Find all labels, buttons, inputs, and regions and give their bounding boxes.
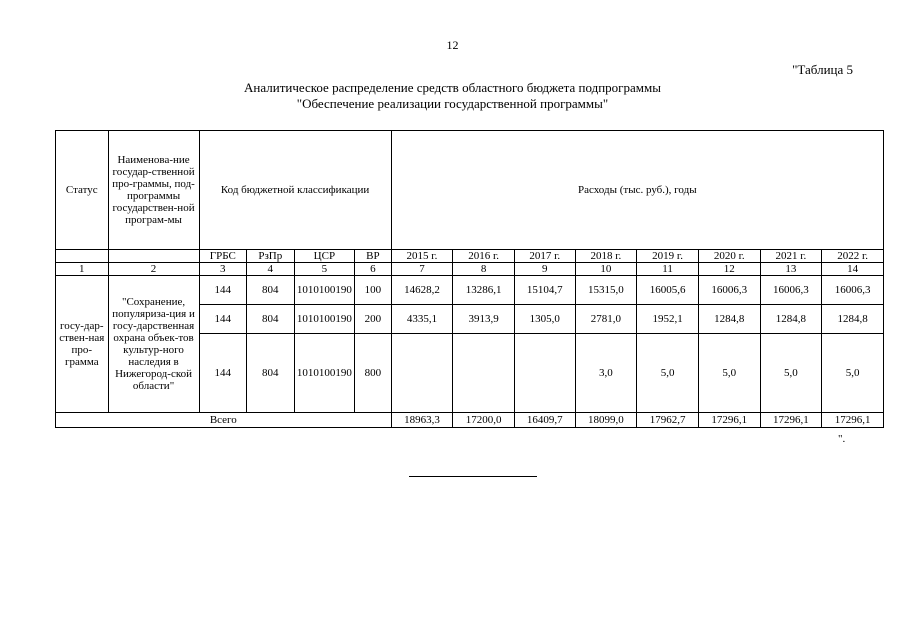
- expense-cell: [391, 334, 453, 413]
- subheader-year: 2015 г.: [391, 250, 453, 263]
- expense-cell: 5,0: [822, 334, 884, 413]
- column-number: 5: [294, 263, 355, 276]
- closing-quote-mark: ".: [838, 433, 846, 445]
- grbs-cell: 144: [199, 305, 247, 334]
- expense-cell: 16006,3: [698, 276, 760, 305]
- column-number: 7: [391, 263, 453, 276]
- csr-cell: 1010100190: [294, 334, 355, 413]
- column-number: 14: [822, 263, 884, 276]
- expense-cell: 3913,9: [453, 305, 515, 334]
- expense-cell: 5,0: [637, 334, 699, 413]
- expense-cell: 3,0: [575, 334, 637, 413]
- page-number: 12: [446, 38, 459, 52]
- header-expenses: Расходы (тыс. руб.), годы: [391, 131, 883, 250]
- vr-cell: 100: [355, 276, 391, 305]
- vr-cell: 200: [355, 305, 391, 334]
- subheader-year: 2018 г.: [575, 250, 637, 263]
- total-value: 17962,7: [637, 413, 699, 428]
- total-value: 16409,7: [514, 413, 575, 428]
- subheader-year: 2020 г.: [698, 250, 760, 263]
- subheader-empty: [56, 250, 109, 263]
- total-value: 17200,0: [453, 413, 515, 428]
- document-heading: [0, 80, 905, 112]
- rzpr-cell: 804: [247, 276, 295, 305]
- column-number: 8: [453, 263, 515, 276]
- subheader-empty: [108, 250, 199, 263]
- header-budget-code: Код бюджетной классификации: [199, 131, 391, 250]
- column-number: 11: [637, 263, 699, 276]
- total-value: 17296,1: [822, 413, 884, 428]
- header-name: Наименова-ние государ-ственной про-граммы, под-программы государствен-ной програм-мы: [108, 131, 199, 250]
- expense-cell: 1284,8: [760, 305, 822, 334]
- expense-cell: 16005,6: [637, 276, 699, 305]
- expense-cell: 2781,0: [575, 305, 637, 334]
- status-cell: госу-дар-ствен-ная про-грамма: [56, 276, 109, 413]
- heading-line-1: Аналитическое распределение средств областного бюджета подпрограммы: [244, 80, 661, 95]
- subheader-row: [56, 250, 884, 263]
- expense-cell: 1952,1: [637, 305, 699, 334]
- expense-cell: 16006,3: [760, 276, 822, 305]
- column-number-row: [56, 263, 884, 276]
- rzpr-cell: 804: [247, 305, 295, 334]
- subheader-year: 2019 г.: [637, 250, 699, 263]
- grbs-cell: 144: [199, 334, 247, 413]
- column-number: 4: [247, 263, 295, 276]
- column-number: 1: [56, 263, 109, 276]
- subheader-year: 2017 г.: [514, 250, 575, 263]
- expense-cell: 5,0: [698, 334, 760, 413]
- total-row: [56, 413, 884, 428]
- column-number: 13: [760, 263, 822, 276]
- expense-cell: 15315,0: [575, 276, 637, 305]
- expense-cell: 5,0: [760, 334, 822, 413]
- column-number: 3: [199, 263, 247, 276]
- subheader-vr: ВР: [355, 250, 391, 263]
- expense-cell: 16006,3: [822, 276, 884, 305]
- csr-cell: 1010100190: [294, 276, 355, 305]
- column-number: 2: [108, 263, 199, 276]
- subheader-year: 2022 г.: [822, 250, 884, 263]
- subheader-rzpr: РзПр: [247, 250, 295, 263]
- total-value: 17296,1: [760, 413, 822, 428]
- column-number: 12: [698, 263, 760, 276]
- header-status: Статус: [56, 131, 109, 250]
- rzpr-cell: 804: [247, 334, 295, 413]
- subheader-year: 2021 г.: [760, 250, 822, 263]
- expense-cell: 1284,8: [822, 305, 884, 334]
- total-value: 18963,3: [391, 413, 453, 428]
- program-name-cell: "Сохранение, популяриза-ция и госу-дарственная охрана объек-тов культур-ного наследия в Нижегород-ской области": [108, 276, 199, 413]
- heading-line-2: "Обеспечение реализации государственной программы": [296, 96, 609, 111]
- expense-cell: 14628,2: [391, 276, 453, 305]
- table-row: [56, 276, 884, 305]
- column-number: 9: [514, 263, 575, 276]
- expense-cell: 4335,1: [391, 305, 453, 334]
- column-number: 6: [355, 263, 391, 276]
- expense-cell: [453, 334, 515, 413]
- expense-cell: [514, 334, 575, 413]
- csr-cell: 1010100190: [294, 305, 355, 334]
- total-value: 17296,1: [698, 413, 760, 428]
- separator-line: [409, 476, 537, 477]
- expense-cell: 13286,1: [453, 276, 515, 305]
- grbs-cell: 144: [199, 276, 247, 305]
- expense-cell: 15104,7: [514, 276, 575, 305]
- subheader-csr: ЦСР: [294, 250, 355, 263]
- total-value: 18099,0: [575, 413, 637, 428]
- subheader-year: 2016 г.: [453, 250, 515, 263]
- total-label: Всего: [56, 413, 392, 428]
- expense-cell: 1305,0: [514, 305, 575, 334]
- vr-cell: 800: [355, 334, 391, 413]
- budget-table: [55, 130, 884, 428]
- subheader-grbs: ГРБС: [199, 250, 247, 263]
- expense-cell: 1284,8: [698, 305, 760, 334]
- column-number: 10: [575, 263, 637, 276]
- table-label: "Таблица 5: [792, 62, 853, 77]
